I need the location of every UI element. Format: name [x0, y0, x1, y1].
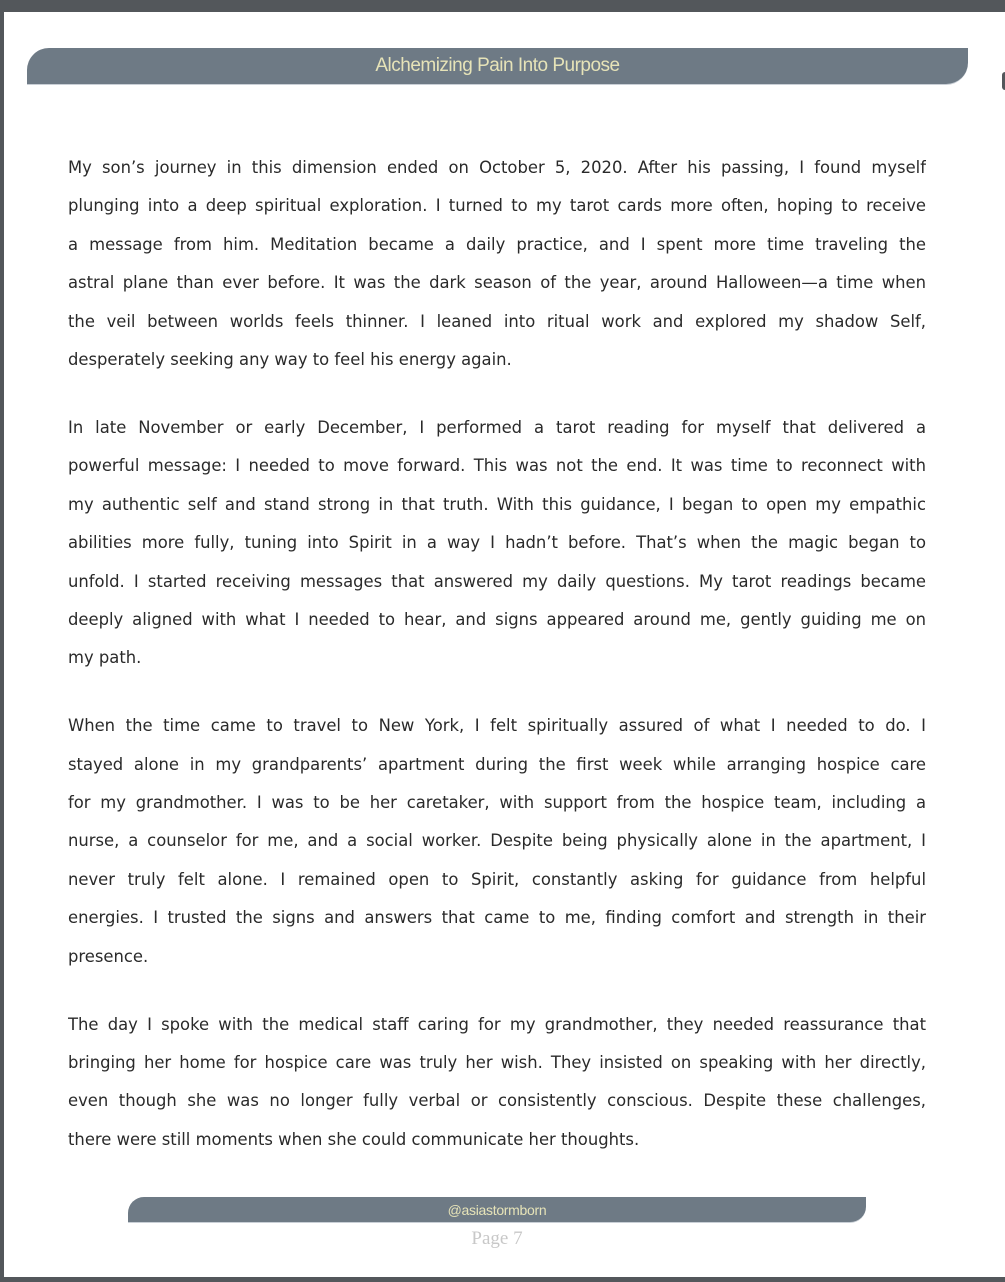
paragraph: [68, 149, 926, 379]
paragraph: [68, 409, 926, 678]
text-line: abilities more fully, tuning into Spirit in a way I hadn’t before. That’s when the magic began to: [68, 533, 926, 553]
text-line: desperately seeking any way to feel his energy again.: [68, 349, 512, 369]
header-banner: [27, 48, 968, 85]
text-line: the veil between worlds feels thinner. I leaned into ritual work and explored my shadow Self,: [68, 311, 926, 331]
text-line: my path.: [68, 648, 142, 668]
text-line: bringing her home for hospice care was truly her wish. They insisted on speaking with her directly,: [68, 1052, 926, 1072]
paragraph: [68, 1006, 926, 1160]
footer-handle: @asiastormborn: [447, 1201, 547, 1218]
text-line: The day I spoke with the medical staff caring for my grandmother, they needed reassurance that: [68, 1014, 926, 1034]
text-line: stayed alone in my grandparents’ apartment during the first week while arranging hospice care: [68, 754, 926, 774]
text-line: nurse, a counselor for me, and a social worker. Despite being physically alone in the apartment, I: [68, 831, 926, 851]
text-line: My son’s journey in this dimension ended on October 5, 2020. After his passing, I found myself: [68, 158, 926, 177]
page-body: [68, 149, 926, 1189]
text-line: for my grandmother. I was to be her caretaker, with support from the hospice team, including a: [68, 793, 926, 813]
paragraph: [68, 707, 926, 976]
text-line: powerful message: I needed to move forward. This was not the end. It was time to reconnect with: [68, 456, 926, 476]
page-number: Page 7: [471, 1228, 523, 1249]
text-line: plunging into a deep spiritual exploration. I turned to my tarot cards more often, hoping to receive: [68, 196, 926, 216]
text-line: unfold. I started receiving messages that answered my daily questions. My tarot readings became: [68, 571, 926, 591]
text-line: When the time came to travel to New York, I felt spiritually assured of what I needed to do. I: [68, 716, 926, 736]
text-line: never truly felt alone. I remained open to Spirit, constantly asking for guidance from helpful: [68, 869, 926, 889]
text-line: presence.: [68, 946, 149, 966]
text-line: a message from him. Meditation became a daily practice, and I spent more time traveling the: [68, 234, 926, 254]
header-title: Alchemizing Pain Into Purpose: [375, 55, 620, 76]
text-line: there were still moments when she could communicate her thoughts.: [68, 1129, 640, 1149]
text-line: deeply aligned with what I needed to hear, and signs appeared around me, gently guiding me on: [68, 609, 926, 629]
footer-banner: [128, 1197, 866, 1223]
text-line: my authentic self and stand strong in that truth. With this guidance, I began to open my empathic: [68, 494, 926, 514]
text-line: astral plane than ever before. It was the dark season of the year, around Halloween—a time when: [68, 273, 926, 293]
text-line: energies. I trusted the signs and answers that came to me, finding comfort and strength in their: [68, 908, 926, 928]
text-line: In late November or early December, I performed a tarot reading for myself that delivered a: [68, 417, 926, 437]
document-page: [4, 12, 1005, 1277]
text-line: even though she was no longer fully verbal or consistently conscious. Despite these challenges,: [68, 1091, 926, 1111]
